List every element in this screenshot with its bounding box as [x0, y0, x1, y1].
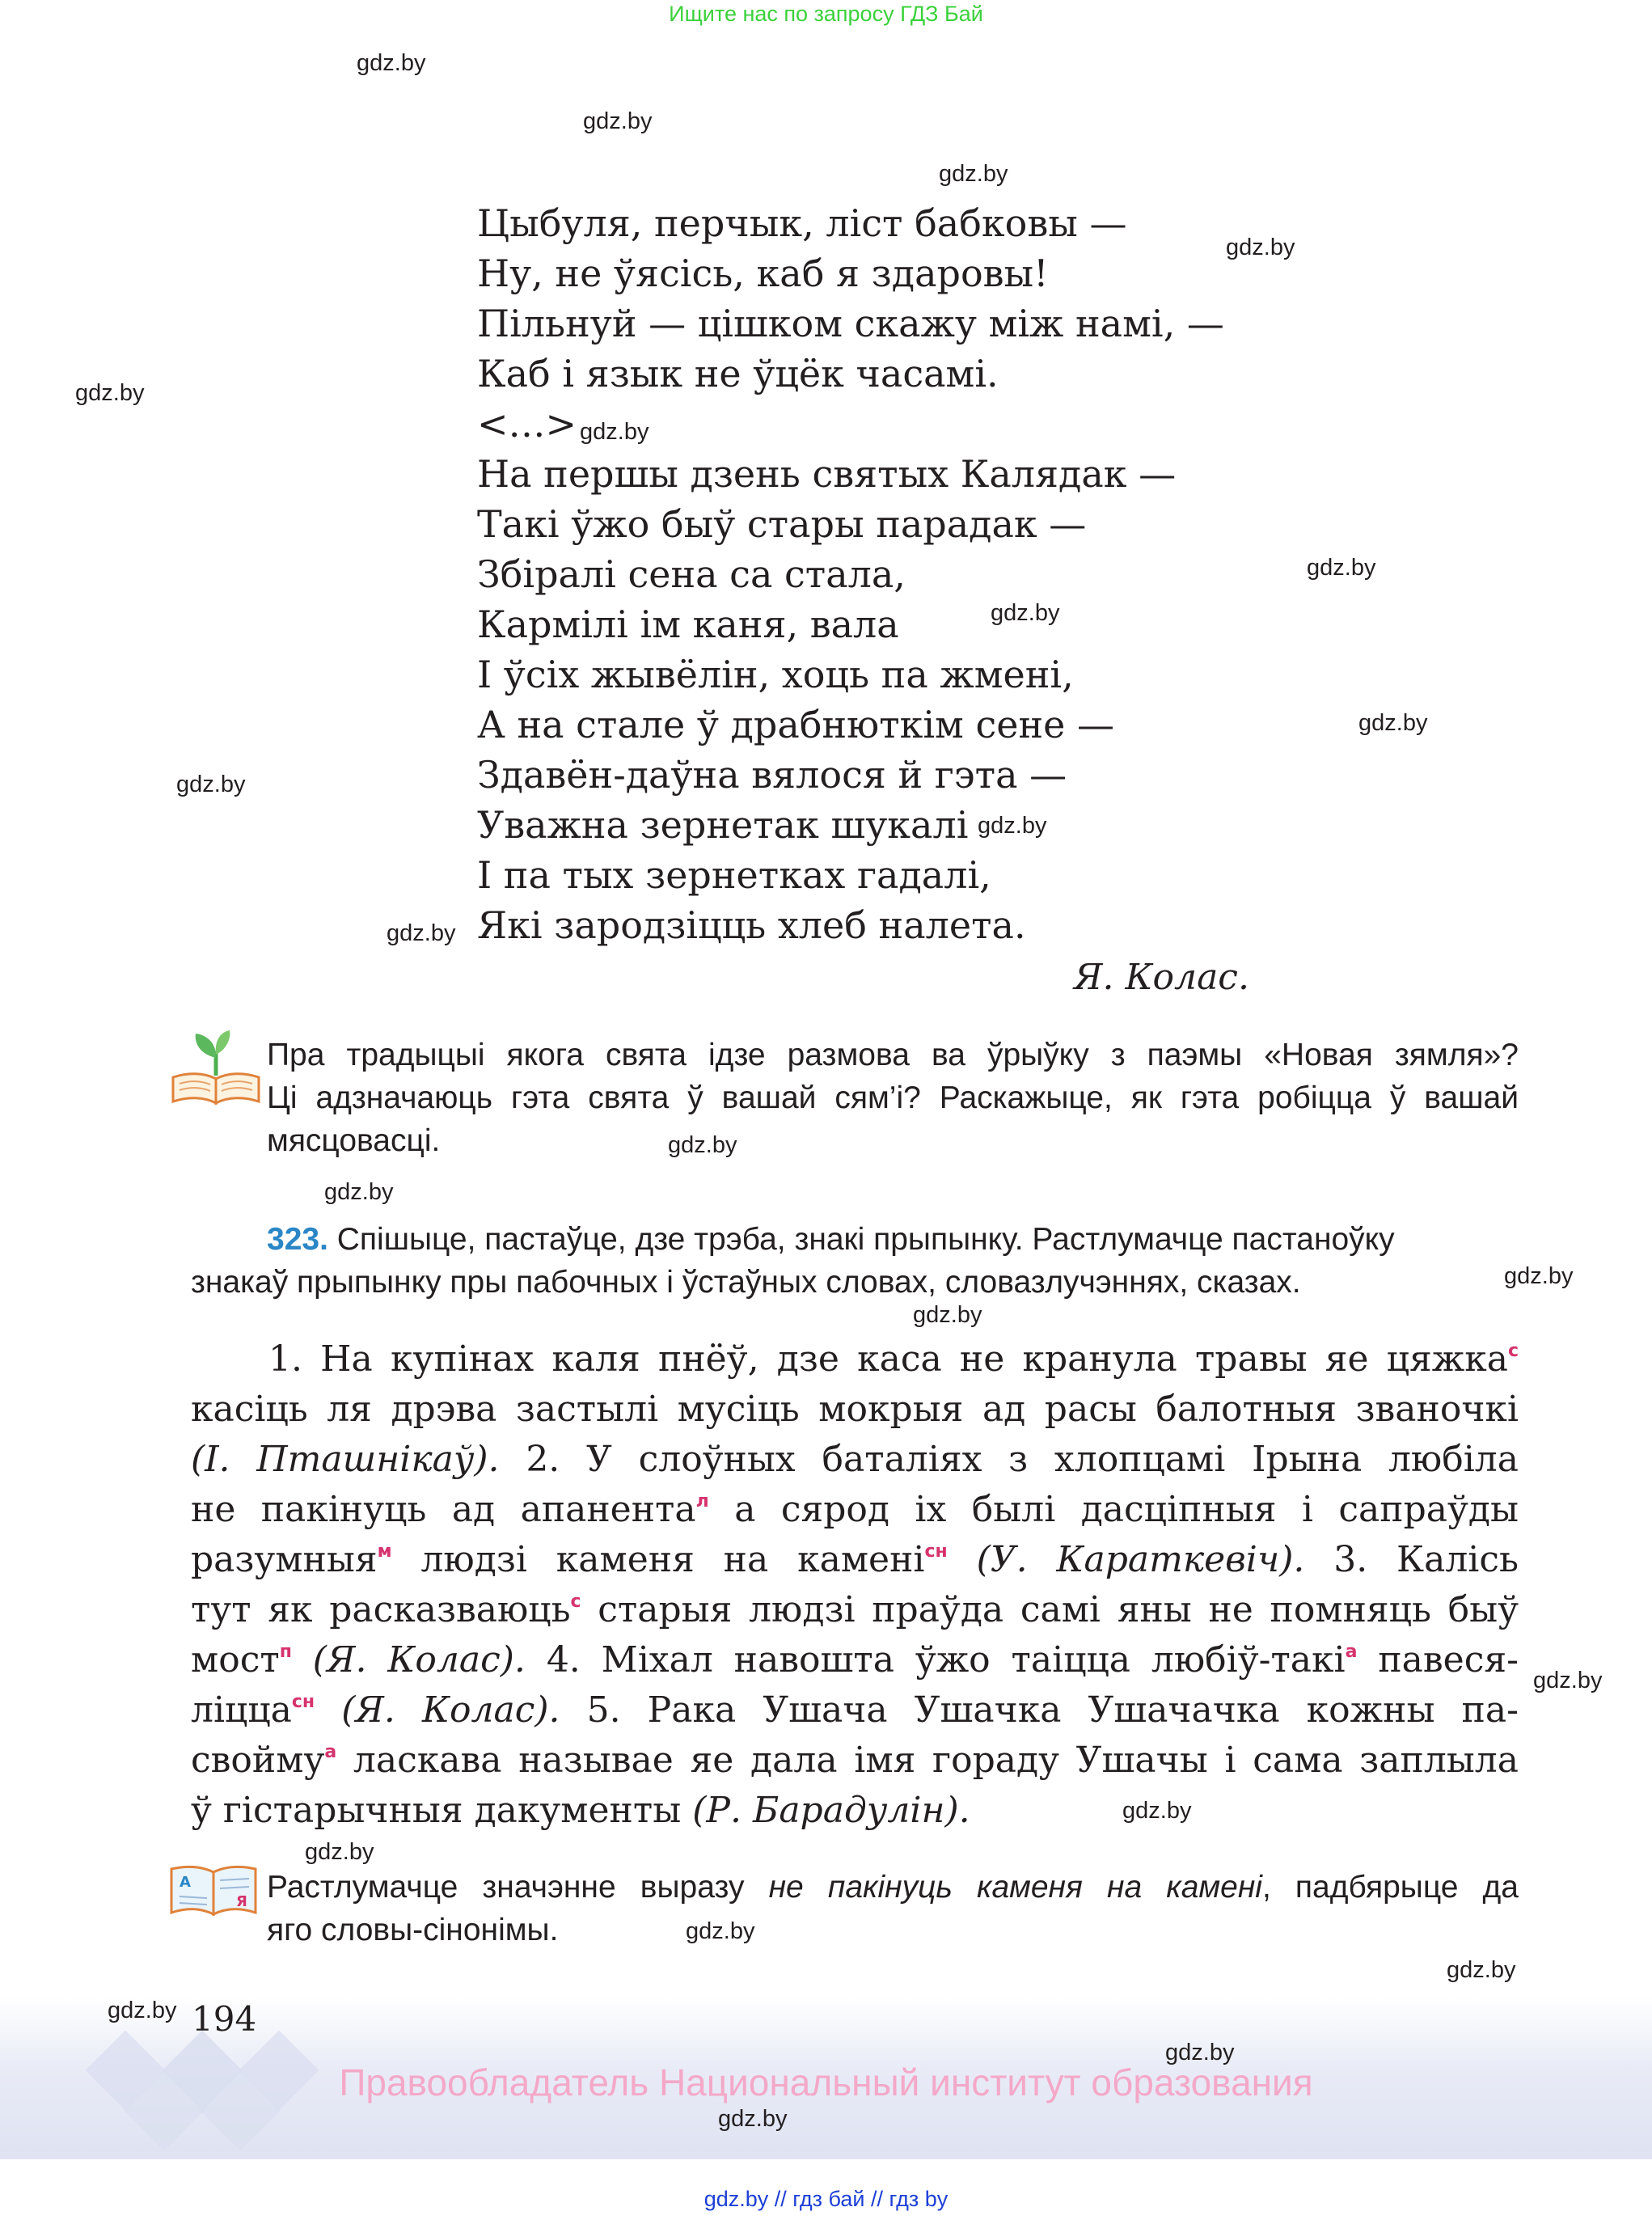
exercise-line — [191, 1585, 1519, 1635]
author-ref: (У. Караткевіч). — [976, 1539, 1305, 1580]
exercise-line — [191, 1485, 1519, 1535]
watermark: gdz.by — [176, 772, 246, 797]
text-span: ліцца — [191, 1689, 292, 1731]
exercise-line — [191, 1786, 1519, 1836]
poem — [477, 198, 1224, 950]
watermark: gdz.by — [913, 1302, 982, 1328]
discussion-line: Пра традыцыі якога свята ідзе размова ва ўрыўку з паэмы «Новая зямля»? — [267, 1038, 1519, 1072]
watermark: gdz.by — [1533, 1668, 1603, 1693]
text-span: мост — [191, 1639, 280, 1681]
text-span: 4. Міхал навошта ўжо таіцца любіў-такі — [546, 1639, 1346, 1681]
marker: л — [695, 1491, 709, 1512]
exercise-line — [191, 1685, 1519, 1736]
text-span: а сярод іх былі дасціпныя і сапраўды — [734, 1489, 1519, 1530]
text-span: Растлумачце значэнне выразу — [267, 1870, 769, 1905]
watermark: gdz.by — [324, 1179, 394, 1205]
text-span: ласкава называе яе дала імя гораду Ушачы і сама заплыла — [353, 1740, 1519, 1781]
text-span: павеся- — [1378, 1639, 1519, 1681]
discussion-line: мясцовасці. — [267, 1123, 441, 1158]
watermark: gdz.by — [978, 813, 1047, 839]
watermark: gdz.by — [1122, 1798, 1192, 1824]
watermark: gdz.by — [1447, 1957, 1516, 1983]
text-span: 5. Рака Ушача Ушачка Ушачачка кожны па- — [586, 1689, 1519, 1731]
poem-line: На першы дзень святых Калядак — — [477, 452, 1177, 496]
exercise-line — [191, 1635, 1519, 1685]
exercise-line — [191, 1535, 1519, 1585]
watermark: gdz.by — [668, 1132, 737, 1158]
watermark: gdz.by — [1226, 235, 1295, 260]
text-span: 1. На купінах каля пнёў, дзе каса не кранула травы яе цяжка — [268, 1338, 1508, 1380]
exercise-line — [191, 1435, 1519, 1485]
svg-text:Я: Я — [236, 1893, 247, 1910]
marker: м — [377, 1541, 392, 1562]
watermark: gdz.by — [991, 600, 1060, 626]
text-span: 3. Калісь — [1333, 1539, 1519, 1580]
instruction-line: знакаў прыпынку пры пабочных і ўстаўных словах, словазлучэннях, сказах. — [191, 1265, 1301, 1300]
author-ref: (Я. Колас). — [312, 1639, 526, 1681]
watermark: gdz.by — [1504, 1263, 1574, 1289]
discussion-line: Ці адзначаюць гэта свята ў вашай сям’і? Раскажыце, як гэта робіцца ў вашай — [267, 1080, 1519, 1115]
text-span: не пакінуць ад апанента — [191, 1489, 696, 1530]
exercise-line — [191, 1334, 1519, 1385]
poem-line: Уважна зернетак шукалі — [477, 803, 969, 847]
watermark: gdz.by — [387, 920, 456, 946]
watermark: gdz.by — [939, 161, 1008, 187]
watermark: gdz.by — [580, 419, 649, 445]
watermark: gdz.by — [1307, 555, 1376, 581]
poem-line: Каб і язык не ўцёк часамі. — [477, 352, 999, 395]
text-span: тут як расказваюць — [191, 1589, 571, 1630]
vocabulary-task — [267, 1866, 1519, 1951]
poem-line: Кармілі ім каня, вала — [477, 603, 899, 646]
svg-text:А: А — [180, 1874, 191, 1891]
text-span: старыя людзі праўда самі яны не помняць быў — [598, 1589, 1519, 1630]
text-span: разумныя — [191, 1539, 378, 1580]
watermark: gdz.by — [583, 108, 653, 134]
marker: с — [1507, 1341, 1519, 1361]
marker: сн — [924, 1541, 948, 1562]
marker: сн — [291, 1692, 315, 1712]
poem-line: Цыбуля, перчык, ліст бабковы — — [477, 201, 1127, 245]
exercise-line — [191, 1385, 1519, 1435]
poem-line: І ўсіх жывёлін, хоць па жмені, — [477, 653, 1074, 696]
watermark: gdz.by — [1165, 2040, 1235, 2065]
text-span: касіць ля дрэва застылі мусіць мокрыя ад расы балотныя званочкі — [191, 1389, 1519, 1430]
author-ref: (І. Пташнікаў). — [191, 1439, 500, 1480]
marker: с — [570, 1592, 581, 1612]
author-ref: (Я. Колас). — [341, 1689, 560, 1731]
idiom: не пакінуць каменя на камені — [768, 1870, 1262, 1905]
poem-line: Які зародзіцць хлеб налета. — [477, 903, 1026, 947]
search-note: Ищите нас по запросу ГДЗ Бай — [669, 2, 983, 26]
watermark: gdz.by — [305, 1839, 374, 1865]
exercise-text — [191, 1334, 1519, 1836]
dictionary-book-icon — [168, 1862, 259, 1919]
exercise-number: 323. — [267, 1222, 328, 1257]
author-ref: (Р. Барадулін). — [692, 1790, 970, 1831]
poem-line: І па тых зернетках гадалі, — [477, 853, 991, 897]
vocabulary-line — [267, 1866, 1519, 1909]
sprout-book-icon — [168, 1027, 264, 1108]
bottom-links[interactable]: gdz.by // гдз бай // гдз by — [703, 2187, 949, 2211]
poem-line: Ну, не ўясісь, каб я здаровы! — [477, 252, 1049, 295]
page-number: 194 — [192, 1999, 257, 2039]
marker: п — [279, 1642, 292, 1662]
text-span: , падбярыце да — [1261, 1870, 1519, 1905]
poem-line: Збіралі сена са стала, — [477, 552, 906, 596]
rights-holder: Правообладатель Национальный институт образования — [339, 2061, 1313, 2103]
marker: а — [1345, 1642, 1358, 1662]
instruction-line — [191, 1218, 1519, 1261]
discussion-question — [267, 1034, 1519, 1162]
poem-line: <…> — [477, 402, 577, 446]
poem-line: А на стале ў драбнюткім сене — — [477, 703, 1114, 746]
instruction-text: Спішыце, пастаўце, дзе трэба, знакі прыпынку. Растлумачце пастаноўку — [336, 1222, 1395, 1257]
exercise-instruction — [191, 1218, 1519, 1304]
watermark: gdz.by — [718, 2106, 788, 2132]
poem-line: Пільнуй — цішком скажу між намі, — — [477, 302, 1224, 345]
watermark: gdz.by — [686, 1918, 755, 1944]
watermark: gdz.by — [75, 380, 145, 406]
poem-line: Такі ўжо быў стары парадак — — [477, 502, 1087, 546]
text-span: людзі каменя на камені — [420, 1539, 925, 1580]
watermark: gdz.by — [357, 50, 426, 76]
watermark: gdz.by — [1358, 710, 1428, 736]
exercise-line — [191, 1736, 1519, 1786]
text-span: ў гістарычныя дакументы — [191, 1790, 682, 1831]
marker: а — [324, 1742, 337, 1762]
watermark: gdz.by — [108, 1998, 177, 2023]
text-span: 2. У слоўных баталіях з хлопцамі Ірына любіла — [526, 1439, 1519, 1480]
poem-author: Я. Колас. — [1074, 957, 1249, 998]
vocabulary-line: яго словы-сінонімы. — [267, 1913, 559, 1947]
text-span: свойму — [191, 1740, 325, 1781]
poem-line: Здавён-даўна вялося й гэта — — [477, 753, 1067, 797]
